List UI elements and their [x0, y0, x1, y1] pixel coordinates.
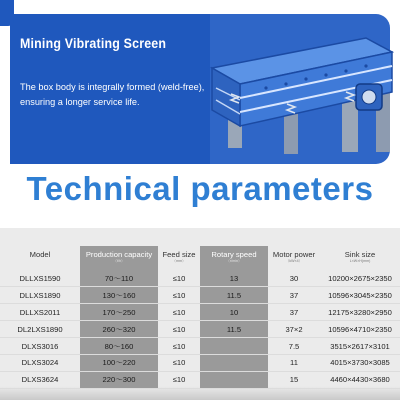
table-cell: 130～160 — [80, 287, 158, 304]
table-cell: 37 — [268, 304, 320, 321]
table-cell: 12175×3280×2950 — [320, 304, 400, 321]
table-row — [0, 304, 400, 321]
table-cell: ≤10 — [158, 321, 200, 338]
table-cell: DLXS3024 — [0, 354, 80, 371]
hero-description: The box body is integrally formed (weld-free), ensuring a longer service life. — [20, 82, 205, 107]
table-row — [0, 338, 400, 355]
table-row — [0, 354, 400, 371]
table-cell: 37×2 — [268, 321, 320, 338]
table-cell: 37 — [268, 287, 320, 304]
table-cell: 80～160 — [80, 338, 158, 355]
vibrating-screen-illustration — [206, 28, 396, 156]
table-cell: DLXS3624 — [0, 371, 80, 388]
table-cell: 13 — [200, 270, 268, 287]
hero-corner-accent — [0, 0, 14, 26]
table-cell: ≤10 — [158, 338, 200, 355]
table-cell — [200, 338, 268, 355]
table-cell — [200, 354, 268, 371]
table-cell: 170～250 — [80, 304, 158, 321]
table-cell: 10596×4710×2350 — [320, 321, 400, 338]
table-row — [0, 270, 400, 287]
table-cell: 11 — [268, 354, 320, 371]
column-header: Production capacity （t/h） — [80, 246, 158, 270]
table-cell: 4015×3730×3085 — [320, 354, 400, 371]
table-cell: 260～320 — [80, 321, 158, 338]
table-cell: DL2LXS1890 — [0, 321, 80, 338]
technical-parameters-table — [0, 246, 400, 389]
column-header: Sink size L×W×H(mm) — [344, 250, 376, 263]
column-header: Rotary speed （r/min） — [200, 246, 268, 270]
table-header-row — [0, 246, 400, 270]
table-row — [0, 287, 400, 304]
section-title: Technical parameters — [26, 170, 374, 207]
table-cell: DLXS3016 — [0, 338, 80, 355]
table-cell: 10596×3045×2350 — [320, 287, 400, 304]
hero-title: Mining Vibrating Screen — [20, 36, 167, 51]
table-cell: 220～300 — [80, 371, 158, 388]
column-header: Model — [29, 250, 51, 259]
table-cell: DLLXS1890 — [0, 287, 80, 304]
table-cell: 10 — [200, 304, 268, 321]
table-cell: ≤10 — [158, 287, 200, 304]
parameters-table-panel — [0, 228, 400, 400]
table-cell: DLLXS1590 — [0, 270, 80, 287]
table-cell: 30 — [268, 270, 320, 287]
table-cell: 3515×2617×3101 — [320, 338, 400, 355]
table-cell: 11.5 — [200, 321, 268, 338]
table-cell: 10200×2675×2350 — [320, 270, 400, 287]
table-cell: DLLXS2011 — [0, 304, 80, 321]
table-cell: 15 — [268, 371, 320, 388]
table-cell — [200, 371, 268, 388]
table-cell: 11.5 — [200, 287, 268, 304]
table-cell: ≤10 — [158, 371, 200, 388]
table-cell: ≤10 — [158, 304, 200, 321]
table-cell: 70～110 — [80, 270, 158, 287]
table-cell: 7.5 — [268, 338, 320, 355]
column-header: Motor power （kW×4） — [272, 250, 316, 263]
table-cell: 100～220 — [80, 354, 158, 371]
table-cell: ≤10 — [158, 270, 200, 287]
table-row — [0, 321, 400, 338]
table-cell: 4460×4430×3680 — [320, 371, 400, 388]
column-header: Feed size （mm） — [162, 250, 196, 263]
table-row — [0, 371, 400, 388]
table-cell: ≤10 — [158, 354, 200, 371]
hero-banner — [0, 0, 400, 168]
